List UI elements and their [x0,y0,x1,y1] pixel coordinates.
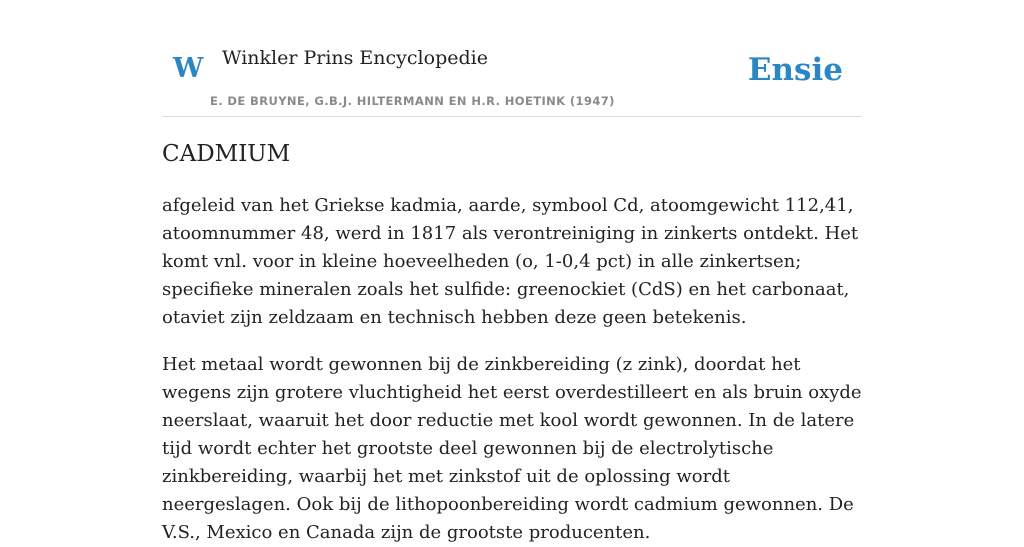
ensie-logo[interactable]: Ensie [747,52,843,88]
article-paragraph: Het metaal wordt gewonnen bij de zinkbereiding (z zink), doordat het wegens zijn grotere vluchtigheid het eerst overdestilleert en als bruin oxyde neerslaat, waaruit het door reductie met kool wordt gewonnen. In de latere tijd wordt echter het grootste deel gewonnen bij de electrolytische zinkbereiding, waarbij het met zinkstof uit de oplossing wordt neergeslagen. Ook bij de lithopoonbereiding wordt cadmium gewonnen. De V.S., Mexico en Canada zijn de grootste producenten. [162,354,862,543]
source-authors: E. DE BRUYNE, G.B.J. HILTERMANN EN H.R. HOETINK (1947) [210,94,615,108]
article-title: CADMIUM [162,141,291,167]
winkler-prins-logo[interactable]: W [173,53,204,84]
article-paragraph: afgeleid van het Griekse kadmia, aarde, symbool Cd, atoomgewicht 112,41, atoomnummer 48, werd in 1817 als verontreiniging in zinkerts ontdekt. Het komt vnl. voor in kleine hoeveelheden (o, 1-0,4 pct) in alle zinkertsen; specifieke mineralen zoals het sulfide: greenockiet (CdS) en het carbonaat, otaviet zijn zeldzaam en technisch hebben deze geen betekenis. [162,195,859,328]
article [162,138,862,547]
site-header [162,0,862,117]
source-title-link[interactable]: Winkler Prins Encyclopedie [222,47,488,69]
